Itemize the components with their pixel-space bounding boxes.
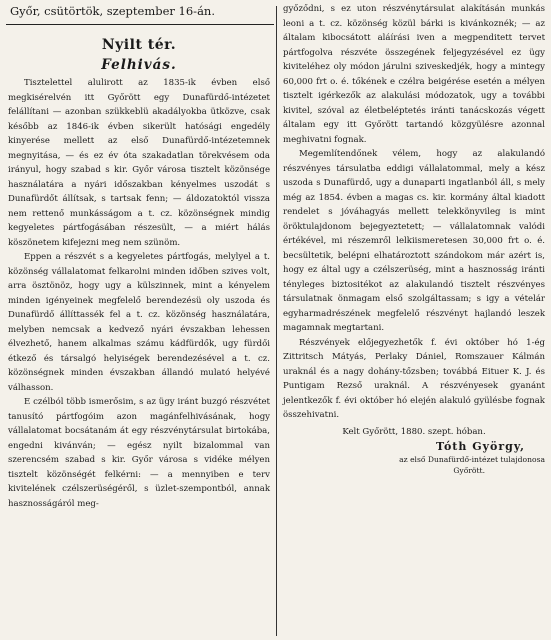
dateline: Győr, csütörtök, szeptember 16-án. — [10, 4, 215, 18]
right-column — [283, 2, 545, 476]
section-title: Nyilt tér. — [101, 37, 177, 53]
signature-place: Győrött. — [453, 466, 485, 475]
article-title: Felhivás. — [101, 57, 177, 73]
paragraph: Eppen a részvét s a kegyeletes pártfogás, melylyel a t. közönség vállalatomat felkarolni minden időben szives volt, arra ösztönöz, hogy ugy a külszinnek, mint a kényelem minden igényeinek megfelelő berendezésü oly uszoda és Dunafürdő állíttassék fel a t. cz. közönség használatára, melyben nemcsak a kedvező nyári évszakban lehessen élvezhető, hanem alkalmas számu kádfürdők, ugy fürdői étkező és társalgó helyiségek berendezésével a t. cz. közönségnek minden évszakban állandó mulató helyévé válhasson. — [8, 252, 270, 393]
signature-date: Kelt Győrött, 1880. szept. hóban. — [342, 426, 486, 437]
paragraph: E czélból több ismerősim, s az ügy iránt buzgó részvétet tanusító pártfogóim azon magánfelhivásának, hogy vállalatomat bocsátanám át egy részvénytársulat birtokába, engedni kivánván; — egész nyilt bizalommal van szerencsém szabad s kir. Győr városa s vidéke mélyen tisztelt közönségét felkérni: — a mennyiben e terv kivitelének czélszerüségéről, s üzlet-szempontból, annak hasznosságáról meg- — [8, 397, 270, 509]
signature-title: az első Dunafürdő-intézet tulajdonosa — [399, 455, 545, 464]
left-column — [8, 36, 270, 511]
paragraph: Részvények előjegyezhetők f. évi október hó 1-ég Zittritsch Mátyás, Perlaky Dániel, Romszauer Kálmán uraknál és a nagy dohány-tőzsben; továbbá Eituer K. J. és Puntigam Rezső uraknál. A részvényesek gyanánt jelentkezők f. évi október hó elején alakuló gyülésbe fognak összehivatni. — [283, 337, 545, 420]
paragraph: Tisztelettel alulirott az 1835-ik évben első megkisérelvén itt Győrött egy Dunafürdő-intézetet felállítani — azonban szükkeblü akadályokba ütközve, csak később az 1846-ik évben sikerült hatósági engedély kinyerése mellett az első Dunafürdő-intézetemnek megnyitása, — és ez év óta szakadatlan törekvésem oda irányul, hogy szabad s kir. Győr városa tisztelt közönsége használatára a nyári időszakban kényelmes uszodát s Dunafürdőt állítsak, s tartsak fenn; — áldozatoktól vissza nem rettenő munkásságom a t. cz. közönségnek mindig kegyeletes pártfogásában részesült, — a miért hálás köszönetem kifejezni meg nem szünöm. — [8, 78, 270, 248]
column-divider — [276, 6, 277, 636]
signature-name: Tóth György, — [436, 440, 525, 453]
paragraph: Megemlítendőnek vélem, hogy az alakulandó részvényes társulatba eddigi vállalatommal, mely a kész uszoda s Dunafürdő, ugy a dunaparti ingatlanból áll, s mely még az 1854. évben a magas cs. kir. kormány által kiadott rendelet s jóváhagyás mellett telekkönyvileg is mint öröktulajdonom bejegyeztetett; — vállalatomnak valódi értékével, mi részemről lelkiismeretesen 30,000 frt o. é. becsültetik, belépni elhatároztott szándokom már azért is, hogy ez által ugy a czélszerüség, mint a hasznosság iránti tényleges biztositékot az alakulandó tisztelt részvényes társulatnak önmagam első szolgáltassam; s igy a vételár egyharmadrészének megfelelő részvényt hajlandó leszek magamnak megtartani. — [283, 149, 545, 333]
paragraph: győződni, s ez uton részvénytársulat alakításán munkás leoni a t. cz. közönség közül bárki is kivánkoznék; — az általam kibocsátott aláírási iven a megpenditett tervet pártfogolva részvéte összegének feljegyzésével ez ügy kiviteléhez oly módon járulni sziveskedjék, hogy a mintegy 60,000 frt o. é. tőkének e czélra beigérése esetén a mélyen tisztelt igérkezők az alakulási módozatok, ugy a további kivitel, szóval az életbeléptetés iránti tanácskozás végett általam egy itt Győrött tartandó közgyülésre azonnal meghivatni fognak. — [283, 4, 545, 145]
header-rule — [6, 24, 274, 25]
